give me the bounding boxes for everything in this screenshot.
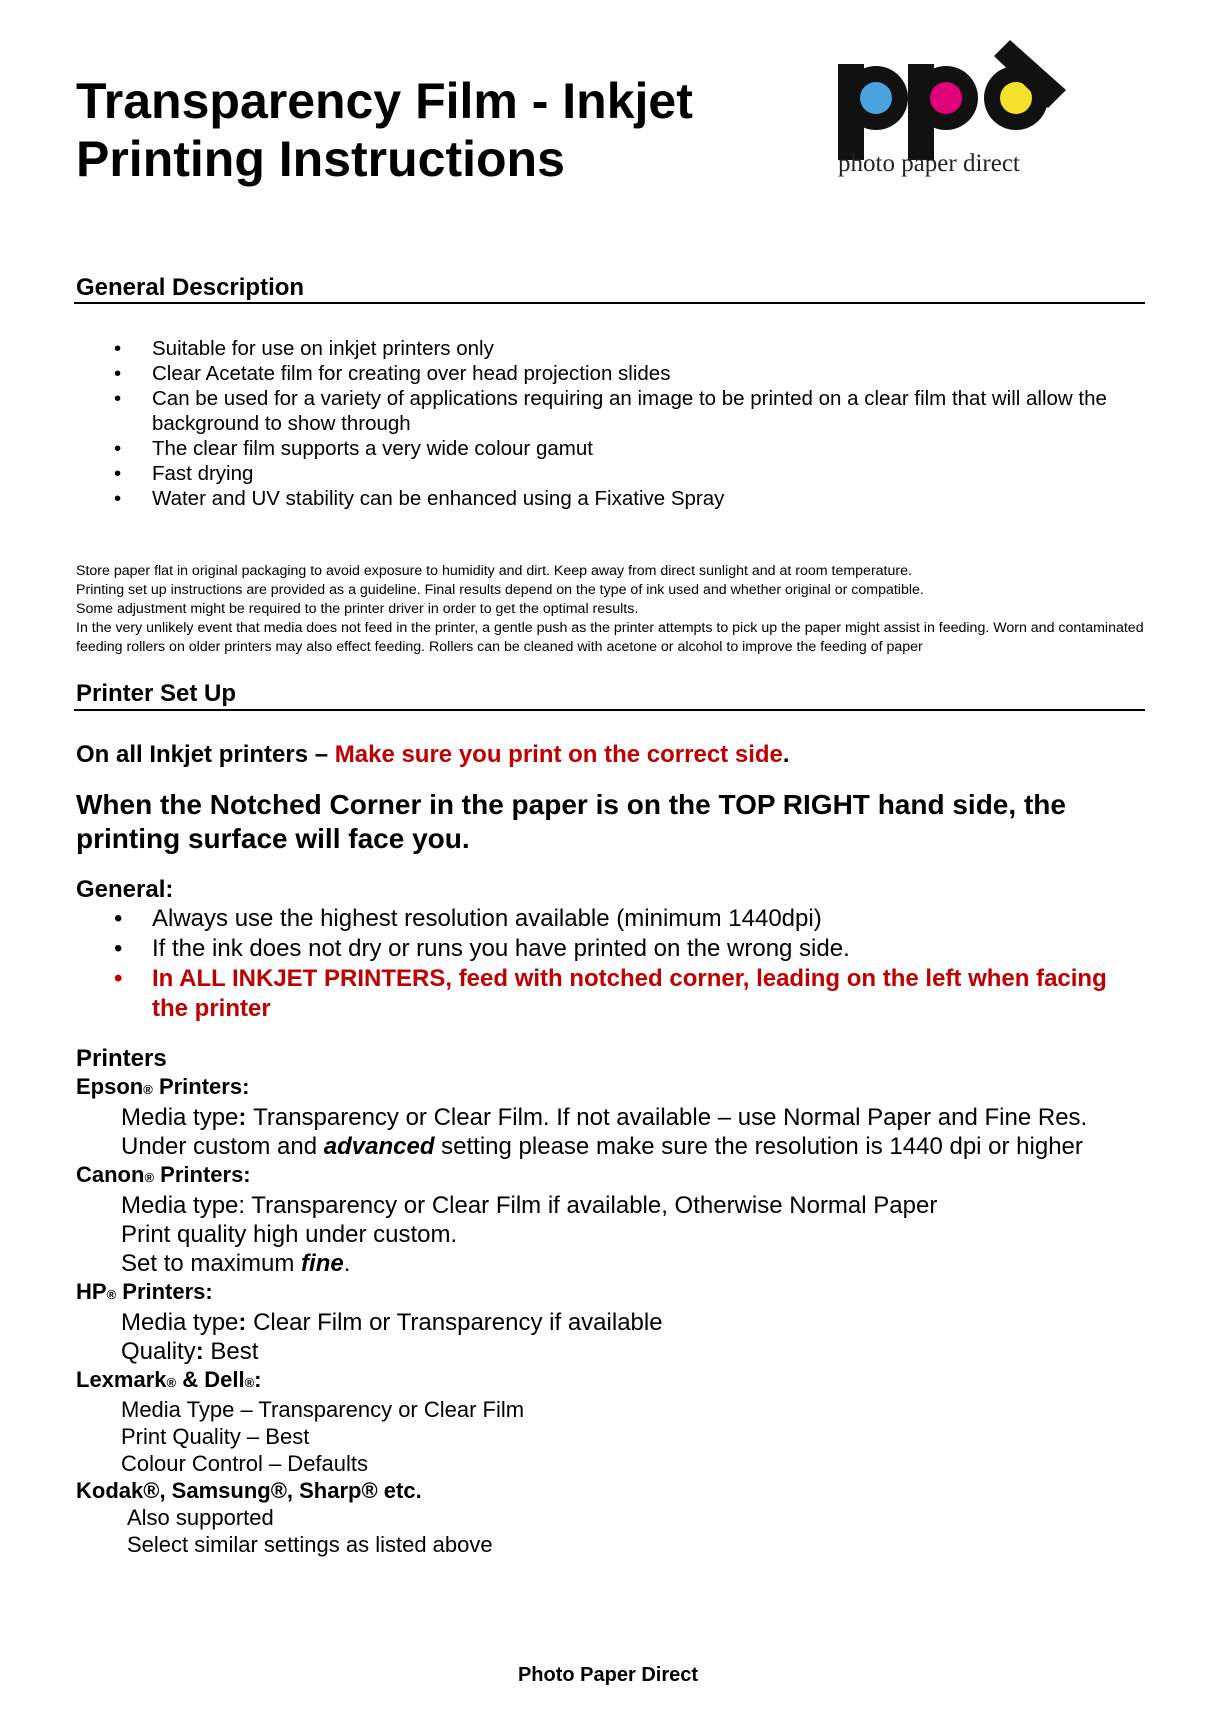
list-item: • Can be used for a variety of applications requiring an image to be printed on a clear film that will allow the background to show through (114, 387, 1107, 435)
lexmark-print-quality: Print Quality – Best (121, 1424, 310, 1449)
hp-quality: Quality: Best (121, 1338, 259, 1365)
divider (74, 302, 1145, 304)
epson-heading: Epson® Printers: (76, 1074, 250, 1099)
correct-side-warning: Make sure you print on the correct side (334, 741, 783, 768)
list-item: • The clear film supports a very wide colour gamut (114, 437, 593, 460)
page-title (76, 72, 776, 188)
notched-corner-note: When the Notched Corner in the paper is on the TOP RIGHT hand side, the printing surface will face you. (76, 789, 1066, 854)
list-item: • Fast drying (114, 462, 254, 485)
list-item: • Water and UV stability can be enhanced using a Fixative Spray (114, 487, 725, 510)
divider (74, 709, 1145, 711)
lexmark-media-type: Media Type – Transparency or Clear Film (121, 1397, 525, 1422)
bullet-icon: • (114, 905, 123, 932)
printers-heading: Printers (76, 1045, 167, 1072)
canon-media-type: Media type: Transparency or Clear Film if available, Otherwise Normal Paper (121, 1192, 938, 1219)
general-settings-list (76, 904, 1136, 1024)
list-item-warning: • In ALL INKJET PRINTERS, feed with notched corner, leading on the left when facing the printer (114, 965, 1107, 1022)
lexmark-colour-control: Colour Control – Defaults (121, 1451, 369, 1476)
general-label: General: (76, 876, 174, 903)
hp-media-type: Media type: Clear Film or Transparency if available (121, 1309, 663, 1336)
hp-heading: HP® Printers: (76, 1279, 213, 1304)
canon-fine: Set to maximum fine. (121, 1250, 351, 1277)
list-item: • Clear Acetate film for creating over head projection slides (114, 362, 671, 385)
list-item: • Suitable for use on inkjet printers only (114, 337, 494, 360)
canon-heading: Canon® Printers: (76, 1162, 251, 1187)
fine-print-line: Printing set up instructions are provided as a guideline. Final results depend on the type of ink used and whether original or compatible. (76, 582, 924, 598)
lexmark-dell-heading: Lexmark® & Dell®: (76, 1367, 262, 1392)
title-line-1: Transparency Film - Inkjet (76, 73, 693, 129)
epson-resolution: Under custom and advanced setting please make sure the resolution is 1440 dpi or higher (121, 1133, 1083, 1160)
bullet-icon: • (114, 462, 122, 485)
bullet-icon: • (114, 337, 122, 360)
bullet-icon: • (114, 437, 122, 460)
title-line-2: Printing Instructions (76, 131, 565, 187)
correct-side-notice: On all Inkjet printers – Make sure you print on the correct side. (76, 741, 790, 768)
other-settings: Select similar settings as listed above (127, 1532, 493, 1557)
general-description-list (76, 336, 1136, 511)
general-description-heading: General Description (76, 274, 305, 301)
epson-media-type: Media type: Transparency or Clear Film. If not available – use Normal Paper and Fine Res. (121, 1104, 1088, 1131)
printers-section (76, 1044, 1176, 1558)
fine-print-line: Store paper flat in original packaging to avoid exposure to humidity and dirt. Keep away from direct sunlight and at room temperature. (76, 563, 912, 579)
bullet-icon: • (114, 387, 122, 410)
bullet-icon: • (114, 362, 122, 385)
list-item: • If the ink does not dry or runs you have printed on the wrong side. (114, 935, 850, 962)
bullet-icon: • (114, 487, 122, 510)
fine-print-line: In the very unlikely event that media does not feed in the printer, a gentle push as the printer attempts to pick up the paper might assist in feeding. Worn and contaminated feeding rollers on older printers may also effect feeding. Rollers can be cleaned with acetone or alcohol to improve the feeding of paper (76, 620, 1144, 655)
logo-text: photo paper direct (838, 150, 1020, 177)
bullet-icon: • (114, 965, 123, 992)
footer: Photo Paper Direct (517, 1664, 699, 1686)
list-item: • Always use the highest resolution available (minimum 1440dpi) (114, 905, 822, 932)
fine-print-line: Some adjustment might be required to the printer driver in order to get the optimal results. (76, 601, 639, 617)
bullet-icon: • (114, 935, 123, 962)
canon-print-quality: Print quality high under custom. (121, 1221, 458, 1248)
other-supported: Also supported (127, 1505, 274, 1530)
kodak-samsung-sharp-heading: Kodak®, Samsung®, Sharp® etc. (76, 1478, 422, 1503)
fine-print (76, 562, 1156, 657)
printer-setup-heading: Printer Set Up (76, 680, 237, 707)
